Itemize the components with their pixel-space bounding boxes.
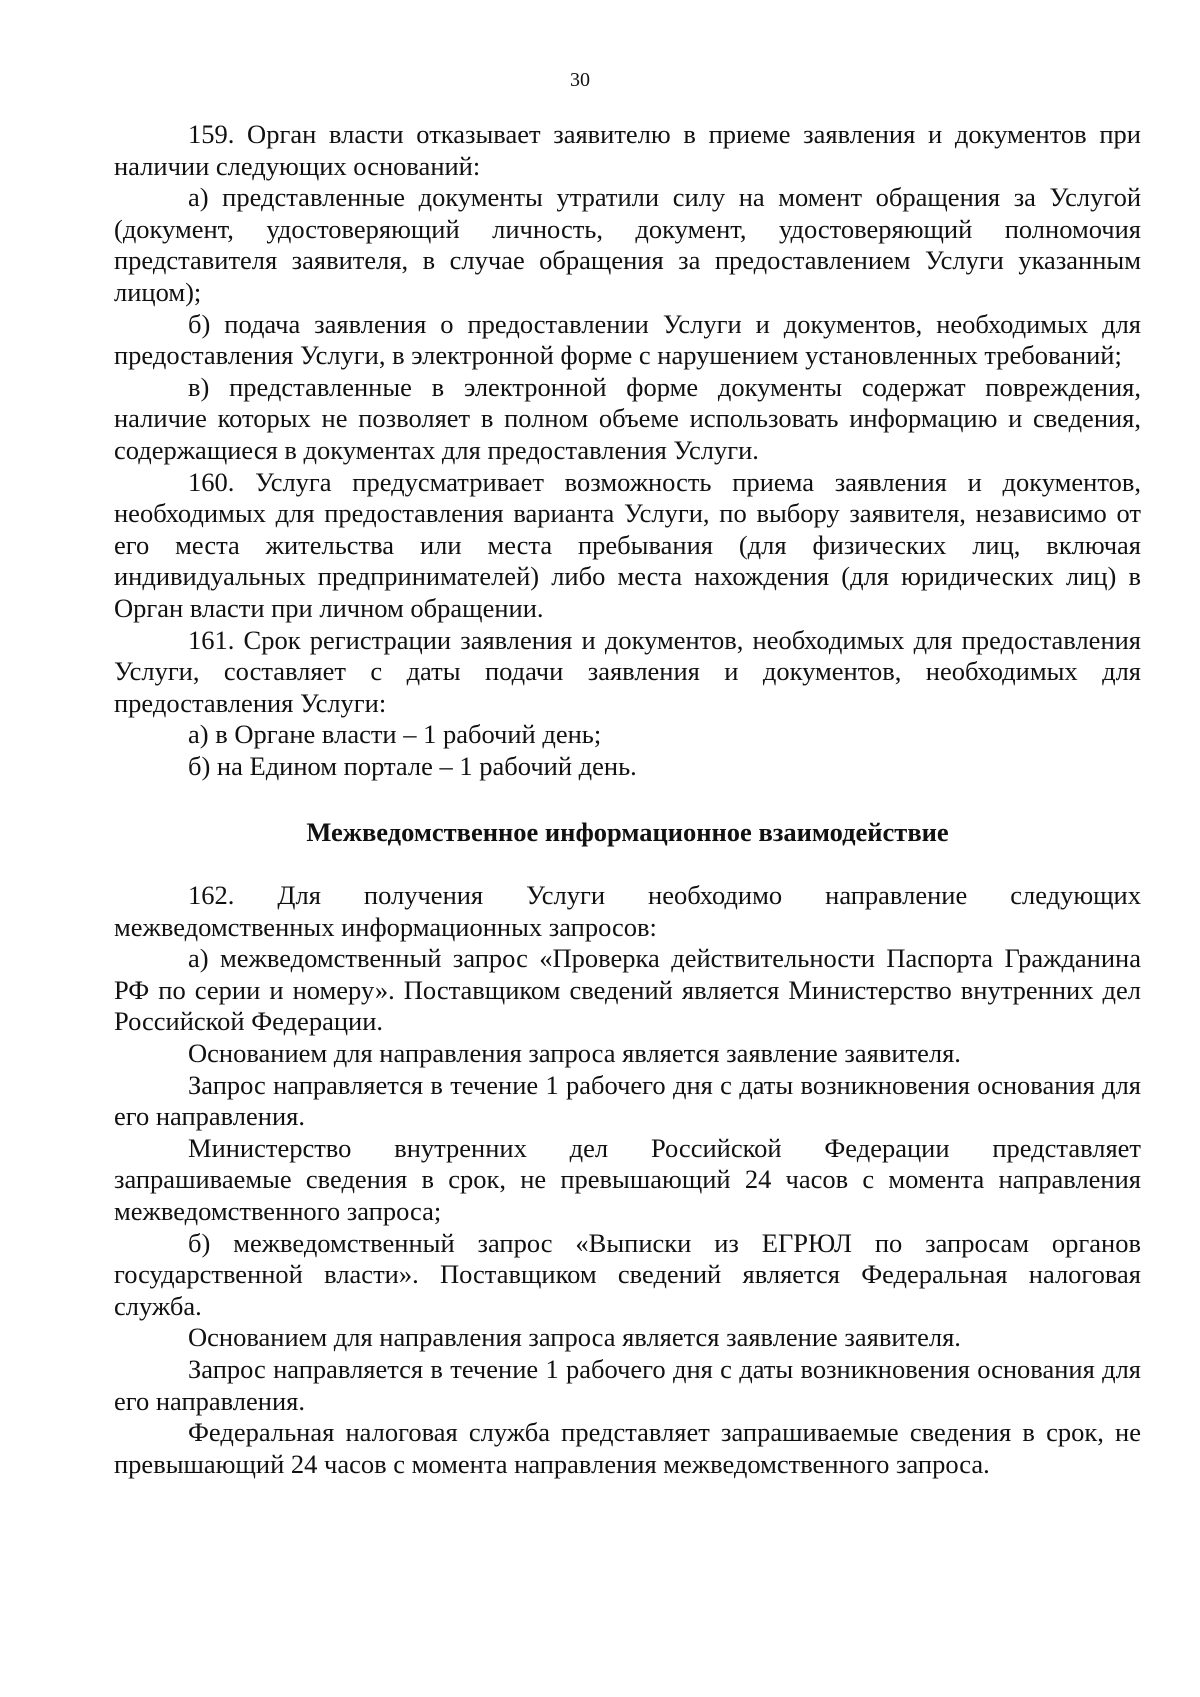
paragraph-162-a-basis: Основанием для направления запроса является заявление заявителя. (188, 1038, 961, 1069)
section-heading: Межведомственное информационное взаимодействие (306, 817, 949, 848)
paragraph-162: 162. Для получения Услуги необходимо направление следующих межведомственных информационных запросов: (114, 880, 1141, 942)
paragraph-162-a-timing: Запрос направляется в течение 1 рабочего дня с даты возникновения основания для его направления. (114, 1069, 1141, 1132)
paragraph-159-b: б) подача заявления о предоставлении Услуги и документов, необходимых для предоставления Услуги, в электронной форме с нарушением установленных требований; (114, 308, 1141, 371)
paragraph-162-a: а) межведомственный запрос «Проверка действительности Паспорта Гражданина РФ по серии и номеру». Поставщиком сведений является Министерство внутренних дел Российской Федерации. (114, 943, 1141, 1037)
paragraph-159: 159. Орган власти отказывает заявителю в приеме заявления и документов при наличии следующих оснований: (114, 119, 1141, 181)
paragraph-159-a: а) представленные документы утратили силу на момент обращения за Услугой (документ, удостоверяющий личность, документ, удостоверяющий полномочия представителя заявителя, в случае обращения за предоставлением Услуги указанным лицом); (114, 182, 1141, 307)
paragraph-162-b-basis: Основанием для направления запроса является заявление заявителя. (188, 1322, 961, 1353)
paragraph-161-b: б) на Едином портале – 1 рабочий день. (188, 750, 637, 781)
paragraph-159-v: в) представленные в электронной форме документы содержат повреждения, наличие которых не позволяет в полном объеме использовать информацию и сведения, содержащиеся в документах для предоставления Услуги. (114, 371, 1141, 465)
paragraph-162-b-timing: Запрос направляется в течение 1 рабочего дня с даты возникновения основания для его направления. (114, 1353, 1141, 1416)
paragraph-161-a: а) в Органе власти – 1 рабочий день; (188, 719, 602, 750)
document-body (114, 119, 1141, 1480)
page-number: 30 (570, 69, 590, 91)
paragraph-162-a-response: Министерство внутренних дел Российской Федерации представляет запрашиваемые сведения в срок, не превышающий 24 часов с момента направления межведомственного запроса; (114, 1132, 1141, 1226)
paragraph-162-b-response: Федеральная налоговая служба представляет запрашиваемые сведения в срок, не превышающий 24 часов с момента направления межведомственного запроса. (114, 1417, 1141, 1479)
paragraph-162-b: б) межведомственный запрос «Выписки из ЕГРЮЛ по запросам органов государственной власти». Поставщиком сведений является Федеральная налоговая служба. (114, 1227, 1141, 1321)
paragraph-160: 160. Услуга предусматривает возможность приема заявления и документов, необходимых для предоставления варианта Услуги, по выбору заявителя, независимо от его места жительства или места пребывания (для физических лиц, включая индивидуальных предпринимателей) либо места нахождения (для юридических лиц) в Орган власти при личном обращении. (114, 466, 1141, 623)
paragraph-161: 161. Срок регистрации заявления и документов, необходимых для предоставления Услуги, составляет с даты подачи заявления и документов, необходимых для предоставления Услуги: (114, 624, 1141, 718)
